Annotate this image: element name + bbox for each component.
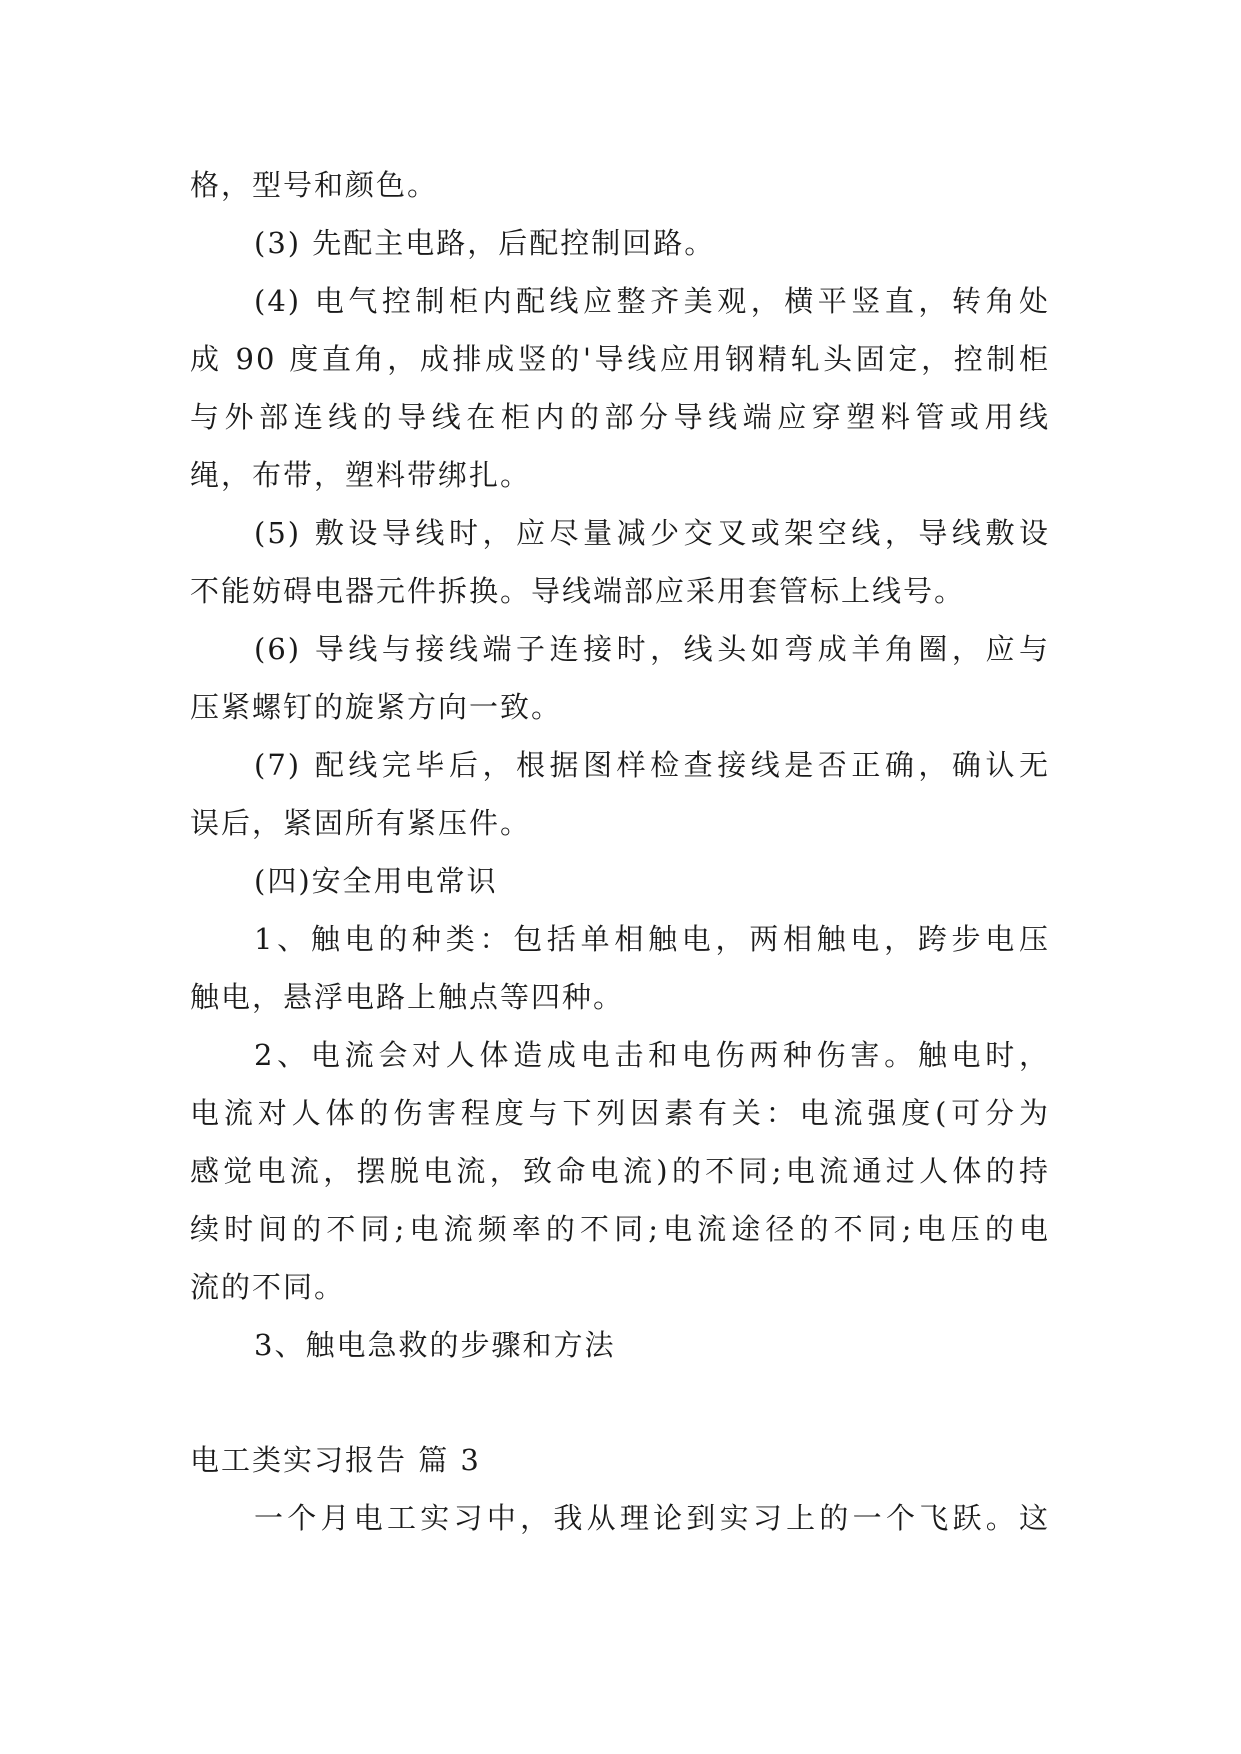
- paragraph-line: 一个月电工实习中，我从理论到实习上的一个飞跃。这: [254, 1501, 1050, 1535]
- paragraph-line: 不能妨碍电器元件拆换。导线端部应采用套管标上线号。: [190, 574, 966, 608]
- paragraph-line: 误后，紧固所有紧压件。: [190, 806, 532, 840]
- paragraph-line: 绳，布带，塑料带绑扎。: [190, 458, 532, 492]
- paragraph-line: 格，型号和颜色。: [190, 168, 439, 202]
- section-heading: (四)安全用电常识: [254, 864, 498, 898]
- paragraph-line: 流的不同。: [190, 1270, 346, 1304]
- paragraph-line: 续时间的不同;电流频率的不同;电流途径的不同;电压的电: [190, 1212, 1050, 1246]
- paragraph-line: 触电，悬浮电路上触点等四种。: [190, 980, 625, 1014]
- paragraph-line: 3、触电急救的步骤和方法: [254, 1328, 616, 1362]
- paragraph-line: 成 90 度直角，成排成竖的'导线应用钢精轧头固定，控制柜: [190, 342, 1050, 376]
- paragraph-line: 感觉电流，摆脱电流，致命电流)的不同;电流通过人体的持: [190, 1154, 1050, 1188]
- paragraph-line: (3) 先配主电路，后配控制回路。: [254, 226, 716, 260]
- paragraph-line: 与外部连线的导线在柜内的部分导线端应穿塑料管或用线: [190, 400, 1050, 434]
- paragraph-line: (4) 电气控制柜内配线应整齐美观，横平竖直，转角处: [254, 284, 1050, 318]
- article-title: 电工类实习报告 篇 3: [190, 1443, 481, 1477]
- paragraph-line: 电流对人体的伤害程度与下列因素有关：电流强度(可分为: [190, 1096, 1050, 1130]
- paragraph-line: (6) 导线与接线端子连接时，线头如弯成羊角圈，应与: [254, 632, 1050, 666]
- paragraph-line: 1、触电的种类：包括单相触电，两相触电，跨步电压: [254, 922, 1050, 956]
- paragraph-line: (7) 配线完毕后，根据图样检查接线是否正确，确认无: [254, 748, 1050, 782]
- paragraph-line: (5) 敷设导线时，应尽量减少交叉或架空线，导线敷设: [254, 516, 1050, 550]
- paragraph-line: 压紧螺钉的旋紧方向一致。: [190, 690, 563, 724]
- paragraph-line: 2、电流会对人体造成电击和电伤两种伤害。触电时，: [254, 1038, 1050, 1072]
